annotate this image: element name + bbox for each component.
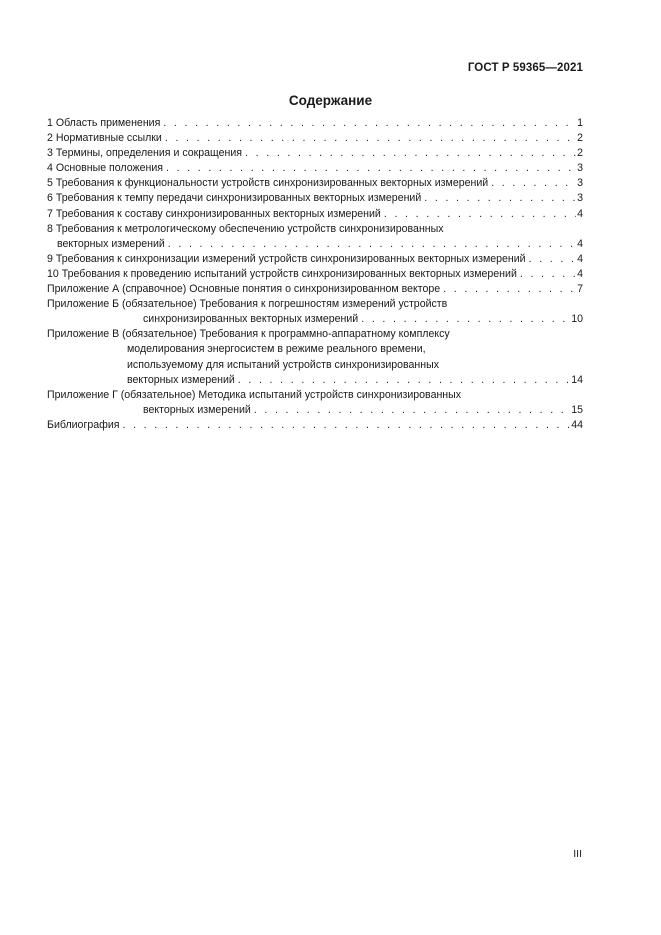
dot-leader: [526, 252, 576, 267]
toc-entry-text: синхронизированных векторных измерений: [143, 313, 359, 326]
toc-page-number: 4: [577, 267, 583, 280]
toc-entry-text: векторных измерений: [127, 373, 235, 386]
toc-page-number: 3: [577, 192, 583, 205]
dot-leader: [421, 191, 576, 206]
toc-page-number: 3: [577, 177, 583, 190]
dot-leader: [488, 176, 576, 191]
toc-entry-text: Приложение Б (обязательное) Требования к погрешностям измерений устройств: [47, 298, 448, 311]
dot-leader: [162, 131, 576, 146]
dot-leader: [160, 116, 576, 131]
dot-leader: [242, 146, 576, 161]
toc-entry[interactable]: [47, 267, 583, 282]
toc-page-number: 3: [577, 162, 583, 175]
toc-entry-text: 7 Требования к составу синхронизированных векторных измерений: [47, 207, 381, 220]
toc-entry[interactable]: [47, 146, 583, 161]
dot-leader: [165, 237, 576, 252]
toc-page-number: 14: [571, 373, 583, 386]
toc-entry[interactable]: [47, 388, 583, 418]
toc-entry[interactable]: [47, 207, 583, 222]
dot-leader: [235, 373, 570, 388]
toc-page-number: 7: [577, 283, 583, 296]
toc-entry[interactable]: [47, 252, 583, 267]
toc-page-number: 2: [577, 147, 583, 160]
toc-page-number: 10: [571, 313, 583, 326]
toc-entry[interactable]: [47, 131, 583, 146]
toc-entry-text: векторных измерений: [143, 403, 251, 416]
toc-entry-text: Библиография: [47, 418, 120, 431]
toc-entry-text: 2 Нормативные ссылки: [47, 132, 162, 145]
dot-leader: [251, 403, 570, 418]
toc-title: Содержание: [288, 93, 373, 108]
dot-leader: [517, 267, 576, 282]
toc-page-number: 1: [577, 117, 583, 129]
toc-entry-text: 9 Требования к синхронизации измерений устройств синхронизированных векторных измерений: [47, 252, 526, 265]
toc-entry[interactable]: [47, 418, 583, 433]
toc-page-number: 2: [577, 132, 583, 145]
table-of-contents: [47, 116, 583, 433]
toc-entry-text: 1 Область применения: [47, 117, 161, 129]
toc-entry-text: 4 Основные положения: [47, 162, 163, 175]
toc-entry-text: Приложение А (справочное) Основные понятия о синхронизированном векторе: [47, 283, 441, 296]
toc-entry[interactable]: [47, 222, 583, 252]
toc-page-number: 44: [571, 418, 583, 431]
toc-entry[interactable]: [47, 176, 583, 191]
toc-entry[interactable]: [47, 191, 583, 206]
dot-leader: [381, 207, 576, 222]
dot-leader: [358, 312, 570, 327]
toc-entry-text: 6 Требования к темпу передачи синхронизированных векторных измерений: [47, 192, 422, 205]
toc-entry[interactable]: [47, 282, 583, 297]
toc-entry-text: моделирования энергосистем в режиме реального времени,: [127, 343, 426, 356]
toc-entry[interactable]: [47, 161, 583, 176]
toc-entry-text: 10 Требования к проведению испытаний устройств синхронизированных векторных измерений: [47, 267, 517, 280]
toc-page-number: 15: [571, 403, 583, 416]
toc-entry-text: Приложение Г (обязательное) Методика испытаний устройств синхронизированных: [47, 388, 462, 401]
toc-entry-text: используемому для испытаний устройств синхронизированных: [127, 358, 440, 371]
page-number: III: [573, 848, 582, 860]
toc-entry-text: 5 Требования к функциональности устройств синхронизированных векторных измерений: [47, 177, 489, 190]
toc-entry-text: 8 Требования к метрологическому обеспечению устройств синхронизированных: [47, 222, 444, 235]
toc-entry[interactable]: [47, 297, 583, 327]
toc-page-number: 4: [577, 207, 583, 220]
dot-leader: [440, 282, 576, 297]
toc-page-number: 4: [577, 237, 583, 250]
toc-entry[interactable]: [47, 116, 583, 131]
dot-leader: [119, 418, 570, 433]
dot-leader: [163, 161, 576, 176]
toc-entry-text: Приложение В (обязательное) Требования к программно-аппаратному комплексу: [47, 328, 450, 341]
toc-entry-text: 3 Термины, определения и сокращения: [47, 147, 243, 160]
toc-entry-text: векторных измерений: [57, 237, 165, 250]
toc-entry[interactable]: [47, 327, 583, 387]
page-header: ГОСТ Р 59365—2021: [467, 62, 583, 74]
toc-page-number: 4: [577, 252, 583, 265]
